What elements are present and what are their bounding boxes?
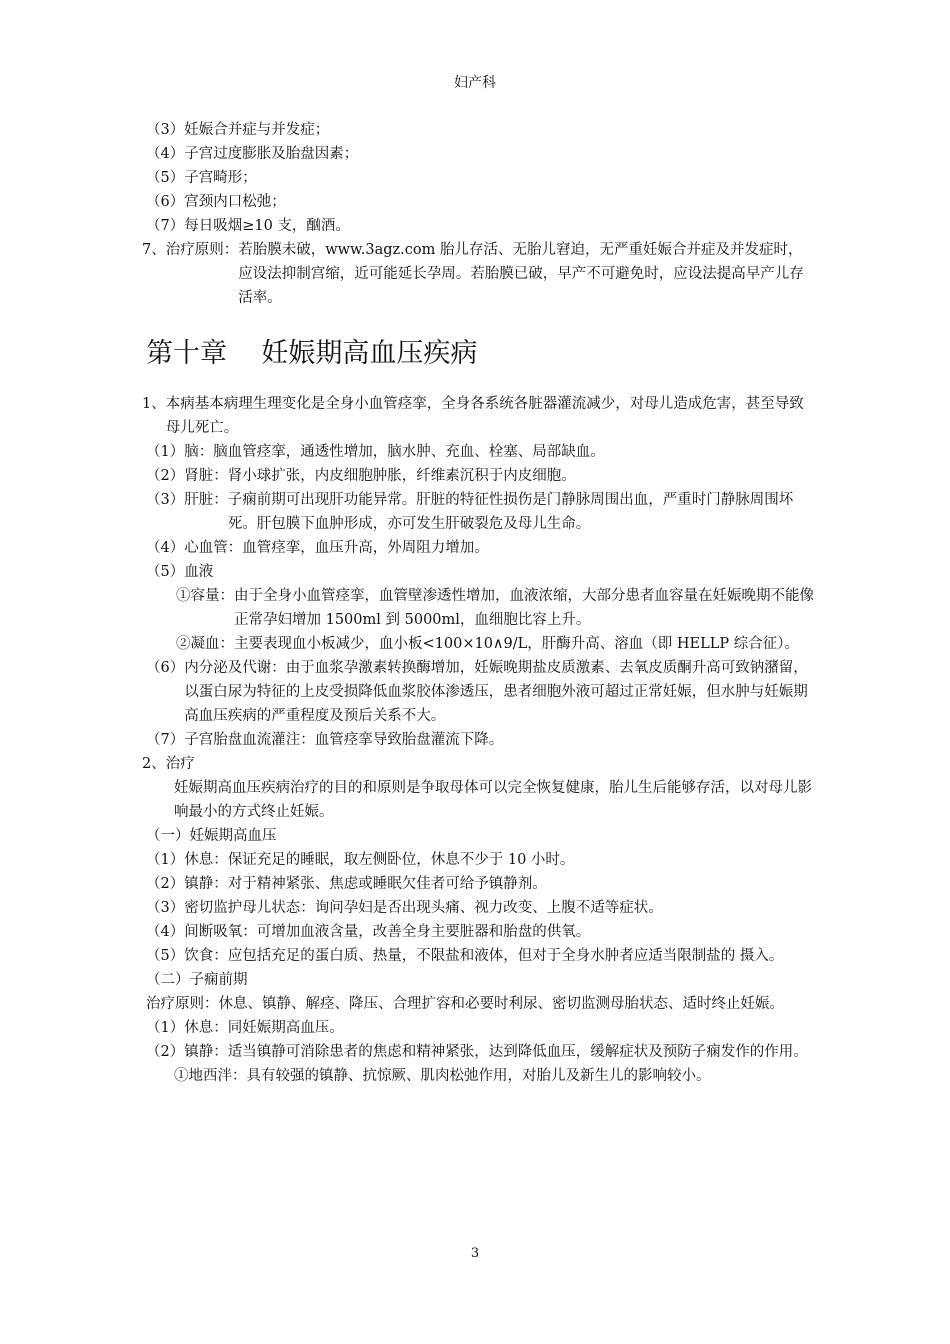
pe-item xyxy=(146,1040,816,1064)
gh-item xyxy=(146,920,816,944)
point-2-intro: 妊娠期高血压疾病治疗的目的和原则是争取母体可以完全恢复健康，胎儿生后能够存活，以对母儿影响最小的方式终止妊娠。 xyxy=(174,780,812,820)
blood-item-text: 由于全身小血管痉挛，血管壁渗透性增加，血液浓缩，大部分患者血容量在妊娠晚期不能像正常孕妇增加 1500ml 到 5000ml，血细胞比容上升。 xyxy=(234,588,814,628)
organ-label: （1）脑： xyxy=(146,444,214,460)
endocrine-metabolism xyxy=(146,656,816,728)
blood-item-text: 主要表现血小板减少，血小板<100×10∧9/L，肝酶升高、溶血（即 HELLP 综合征）。 xyxy=(234,636,799,652)
endocrine-label: （6） xyxy=(146,660,185,676)
organ-liver xyxy=(146,488,816,536)
organ-label: （3）肝脏： xyxy=(146,492,228,508)
gh-item xyxy=(146,872,816,896)
section-gestational-hypertension: （一）妊娠期高血压 xyxy=(146,828,277,844)
organ-text: 脑血管痉挛，通透性增加，脑水肿、充血、栓塞、局部缺血。 xyxy=(213,444,605,460)
organ-brain xyxy=(146,440,816,464)
point-1-text: 本病基本病理生理变化是全身小血管痉挛，全身各系统各脏器灌流减少，对母儿造成危害，甚至导致母儿死亡。 xyxy=(165,396,804,436)
gh-item xyxy=(146,896,816,920)
pe-principle xyxy=(146,992,816,1016)
organ-kidney xyxy=(146,464,816,488)
endocrine-text: 内分泌及代谢：由于血浆孕激素转换酶增加，妊娠晚期盐皮质激素、去氧皮质酮升高可致钠潴留，以蛋白尿为特征的上皮受损降低血浆胶体渗透压，患者细胞外液可超过正常妊娠，但水肿与妊娠期高血压疾病的严重程度及预后关系不大。 xyxy=(184,660,808,724)
list-item: （4）子宫过度膨胀及胎盘因素； xyxy=(146,146,359,162)
list-item: （6）宫颈内口松弛； xyxy=(146,194,286,210)
pe-item-label: （1）休息： xyxy=(146,1020,228,1036)
blood-coagulation xyxy=(176,632,816,656)
gh-item-label: （2）镇静： xyxy=(146,876,228,892)
blood-volume xyxy=(176,584,816,632)
point-2-heading: 2、治疗 xyxy=(142,756,195,772)
gh-item-label: （3）密切监护母儿状态： xyxy=(146,900,315,916)
organ-cardiovascular xyxy=(146,536,816,560)
page-header: 妇产科 xyxy=(454,75,496,91)
gh-item xyxy=(146,944,816,968)
pe-item-text: 适当镇静可消除患者的焦虑和精神紧张，达到降低血压，缓解症状及预防子痫发作的作用。 xyxy=(227,1044,808,1060)
gh-item-label: （4）间断吸氧： xyxy=(146,924,257,940)
pe-item xyxy=(146,1016,816,1040)
gh-item-text: 保证充足的睡眠，取左侧卧位，休息不少于 10 小时。 xyxy=(227,852,575,868)
point-1-label: 1、 xyxy=(142,396,166,412)
point-1 xyxy=(142,392,816,440)
list-item: （7）每日吸烟≥10 支，酗酒。 xyxy=(146,218,350,234)
list-item: （3）妊娠合并症与并发症； xyxy=(146,122,330,138)
chapter-title: 第十章 妊娠期高血压疾病 xyxy=(146,338,478,369)
organ-text: 子痫前期可出现肝功能异常。肝脏的特征性损伤是门静脉周围出血，严重时门静脉周围坏死。肝包膜下血肿形成，亦可发生肝破裂危及母儿生命。 xyxy=(227,492,794,532)
gh-item-text: 应包括充足的蛋白质、热量，不限盐和液体，但对于全身水肿者应适当限制盐的 摄入。 xyxy=(227,948,784,964)
list-item: （5）子宫畸形； xyxy=(146,170,257,186)
page-number: 3 xyxy=(470,1246,480,1261)
gh-item-text: 可增加血液含量，改善全身主要脏器和胎盘的供氧。 xyxy=(256,924,591,940)
gh-item-label: （1）休息： xyxy=(146,852,228,868)
diazepam-item: ①地西泮：具有较强的镇静、抗惊厥、肌肉松弛作用，对胎儿及新生儿的影响较小。 xyxy=(174,1068,711,1084)
blood-item-label: ①容量： xyxy=(176,588,234,604)
gh-item xyxy=(146,848,816,872)
pe-principle-label: 治疗原则： xyxy=(146,996,219,1012)
pe-item-text: 同妊娠期高血压。 xyxy=(227,1020,344,1036)
treatment-principle-text: 若胎膜未破，www.3agz.com 胎儿存活、无胎儿窘迫，无严重妊娠合并症及并发症时，应设法抑制宫缩，近可能延长孕周。若胎膜已破，早产不可避免时，应设法提高早产儿存活率。 xyxy=(238,242,804,306)
organ-label: （2）肾脏： xyxy=(146,468,228,484)
treatment-principle xyxy=(142,238,816,310)
gh-item-label: （5）饮食： xyxy=(146,948,228,964)
blood-item-label: ②凝血： xyxy=(176,636,234,652)
organ-text: 肾小球扩张，内皮细胞肿胀，纤维素沉积于内皮细胞。 xyxy=(227,468,576,484)
pe-item-label: （2）镇静： xyxy=(146,1044,228,1060)
document-body xyxy=(142,118,816,1088)
placenta-perfusion: （7）子宫胎盘血流灌注：血管痉挛导致胎盘灌流下降。 xyxy=(146,732,504,748)
gh-item-text: 询问孕妇是否出现头痛、视力改变、上腹不适等症状。 xyxy=(314,900,663,916)
organ-label: （4）心血管： xyxy=(146,540,243,556)
pe-principle-text: 休息、镇静、解痉、降压、合理扩容和必要时利尿、密切监测母胎状态、适时终止妊娠。 xyxy=(218,996,784,1012)
organ-text: 血管痉挛，血压升高，外周阻力增加。 xyxy=(242,540,489,556)
blood-heading: （5）血液 xyxy=(146,564,214,580)
section-preeclampsia: （二）子痫前期 xyxy=(146,972,248,988)
gh-item-text: 对于精神紧张、焦虑或睡眠欠佳者可给予镇静剂。 xyxy=(227,876,547,892)
treatment-principle-label: 7、治疗原则： xyxy=(142,242,239,258)
